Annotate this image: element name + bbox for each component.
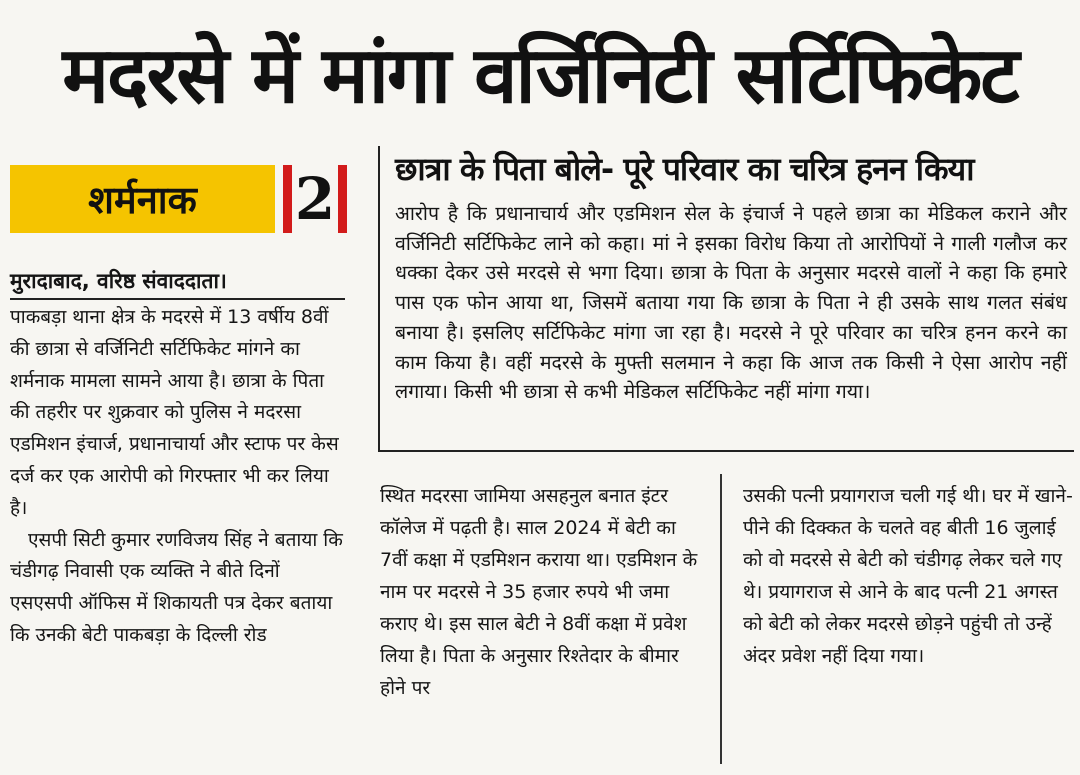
middle-column: स्थित मदरसा जामिया असहनुल बनात इंटर कॉलेज में पढ़ती है। साल 2024 में बेटी का 7वीं कक्षा में एडमिशन कराया था। एडमिशन के नाम पर मदरसे ने 35 हजार रुपये भी जमा कराए थे। इस साल बेटी ने 8वीं कक्षा में प्रवेश लिया है। पिता के अनुसार रिश्तेदार के बीमार होने पर bbox=[380, 485, 698, 699]
left-paragraph-2: एसपी सिटी कुमार रणविजय सिंह ने बताया कि चंडीगढ़ निवासी एक व्यक्ति ने बीते दिनों एसएसपी ऑफिस में शिकायती पत्र देकर बताया कि उनकी बेटी पाकबड़ा के दिल्ली रोड bbox=[10, 528, 343, 646]
tag-bracket-left bbox=[283, 165, 292, 233]
category-tag bbox=[10, 165, 275, 233]
boxed-story-text: आरोप है कि प्रधानाचार्य और एडमिशन सेल के इंचार्ज ने पहले छात्रा का मेडिकल कराने और वर्जिनिटी सर्टिफिकेट लाने को कहा। मां ने इसका विरोध किया तो आरोपियों ने गाली गलौज कर धक्का देकर उसे मरदसे से भगा दिया। छात्रा के पिता के अनुसार मदरसे वालों ने कहा कि हमारे पास एक फोन आया था, जिसमें बताया गया कि छात्रा के पिता ने ही उसके साथ गलत संबंध बनाया है। इसलिए सर्टिफिकेट मांगा जा रहा है। मदरसे ने पूरे परिवार का चरित्र हनन करने का काम किया है। वहीं मदरसे के मुफ्ती सलमान ने कहा कि आज तक किसी ने ऐसा आरोप नहीं लगाया। किसी भी छात्रा से कभी मेडिकल सर्टिफिकेट नहीं मांगा गया। bbox=[395, 202, 1067, 404]
left-paragraph-1: पाकबड़ा थाना क्षेत्र के मदरसे में 13 वर्षीय 8वीं की छात्रा से वर्जिनिटी सर्टिफिकेट मांगने का शर्मनाक मामला सामने आया है। छात्रा के पिता की तहरीर पर शुक्रवार को पुलिस ने मदरसा एडमिशन इंचार्ज, प्रधानाचार्या और स्टाफ पर केस दर्ज कर एक आरोपी को गिरफ्तार भी कर लिया है। bbox=[10, 306, 339, 519]
headline: मदरसे में मांगा वर्जिनिटी सर्टिफिकेट bbox=[62, 31, 1018, 121]
boxed-story-subhead: छात्रा के पिता बोले- पूरे परिवार का चरित्र हनन किया bbox=[395, 150, 974, 188]
tag-bracket-right bbox=[338, 165, 347, 233]
column-divider bbox=[720, 474, 722, 764]
left-column bbox=[10, 266, 345, 652]
category-tag-label: शर्मनाक bbox=[88, 178, 197, 222]
tag-number: 2 bbox=[294, 165, 336, 233]
byline: मुरादाबाद, वरिष्ठ संवाददाता। bbox=[10, 266, 345, 300]
right-column: उसकी पत्नी प्रयागराज चली गई थी। घर में खाने-पीने की दिक्कत के चलते वह बीती 16 जुलाई को वो मदरसे से बेटी को चंडीगढ़ लेकर चले गए थे। प्रयागराज से आने के बाद पत्नी 21 अगस्त को बेटी को लेकर मदरसे छोड़ने पहुंची तो उन्हें अंदर प्रवेश नहीं दिया गया। bbox=[743, 485, 1073, 667]
